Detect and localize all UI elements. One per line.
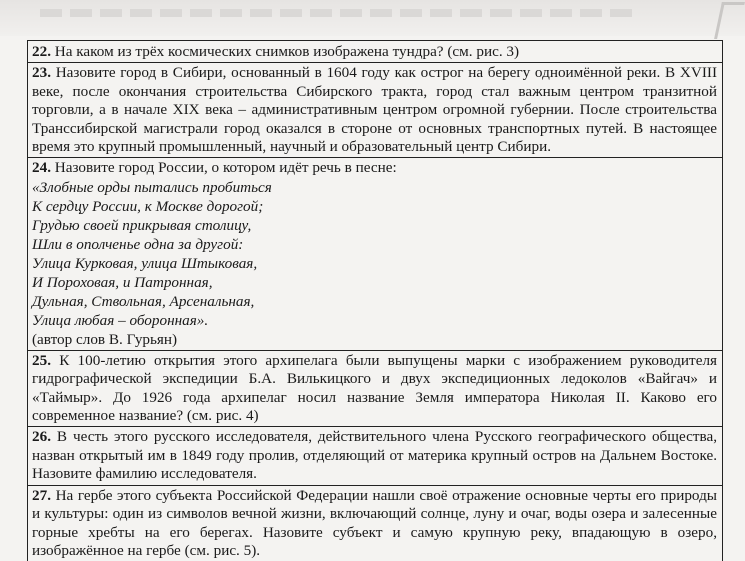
question-24	[28, 157, 722, 349]
question-number: 27.	[32, 486, 51, 504]
question-25	[28, 350, 722, 427]
lyric-line: Дульная, Ствольная, Арсенальная,	[32, 292, 255, 310]
page-top-edge	[0, 0, 745, 36]
question-number: 25.	[32, 351, 51, 369]
lyric-line: Шли в ополченье одна за другой:	[32, 235, 244, 253]
question-26	[28, 426, 722, 484]
question-text: В честь этого русского исследователя, действительного члена Русского географического общества, назван открытый им в 1849 году пролив, отделяющий от материка крупный остров на Дальнем Востоке. Назовите фамилию исследователя.	[32, 428, 717, 483]
question-22	[28, 40, 722, 62]
lyric-line: «Злобные орды пытались пробиться	[32, 178, 272, 196]
lyric-line: Улица Курковая, улица Штыковая,	[32, 254, 258, 272]
questions-table	[27, 40, 723, 561]
question-23	[28, 62, 722, 157]
bleed-through-text	[40, 9, 640, 17]
lyric-line: Грудью своей прикрывая столицу,	[32, 216, 252, 234]
question-text: На каком из трёх космических снимков изображена тундра? (см. рис. 3)	[54, 43, 520, 60]
question-number: 22.	[32, 43, 51, 60]
question-text: Назовите город России, о котором идёт речь в песне:	[54, 159, 397, 177]
question-text: К 100-летию открытия этого архипелага были выпущены марки с изображением руководителя гидрографической экспедиции Б.А. Вилькицкого и двух экспедиционных ледоколов «Вайгач» и «Таймыр». До 1926 года архипелаг носил название Земля императора Николая II. Каково его современное название? (см. рис. 4)	[32, 351, 718, 425]
lyrics-author: (автор слов В. Гурьян)	[32, 330, 178, 348]
question-number: 24.	[32, 159, 51, 177]
lyric-line: К сердцу России, к Москве дорогой;	[32, 197, 264, 215]
question-number: 26.	[32, 428, 51, 446]
question-text: Назовите город в Сибири, основанный в 1604 году как острог на берегу одноимённой реки. В XVIII веке, после окончания строительства Сибирского тракта, город стал важным центром транзитной торговли, а в начале XIX века – административным центром огромной губернии. После строительства Транссибирской магистрали город оказался в стороне от основных транспортных путей. В настоящее время это крупный промышленный, научный и образовательный центр Сибири.	[32, 64, 717, 156]
lyric-line: И Пороховая, и Патронная,	[32, 273, 213, 291]
lyric-line: Улица любая – оборонная».	[32, 311, 209, 329]
question-text: На гербе этого субъекта Российской Федерации нашли своё отражение основные черты его природы и культуры: один из символов вечной жизни, включающий солнце, луну и очаг, воды озера и залесенные горные хребты на его берегах. Назовите субъект и самую крупную реку, впадающую в озеро, изображённое на гербе (см. рис. 5).	[32, 486, 717, 559]
question-27	[28, 485, 722, 561]
question-number: 23.	[32, 64, 51, 82]
song-lyrics	[32, 178, 717, 330]
